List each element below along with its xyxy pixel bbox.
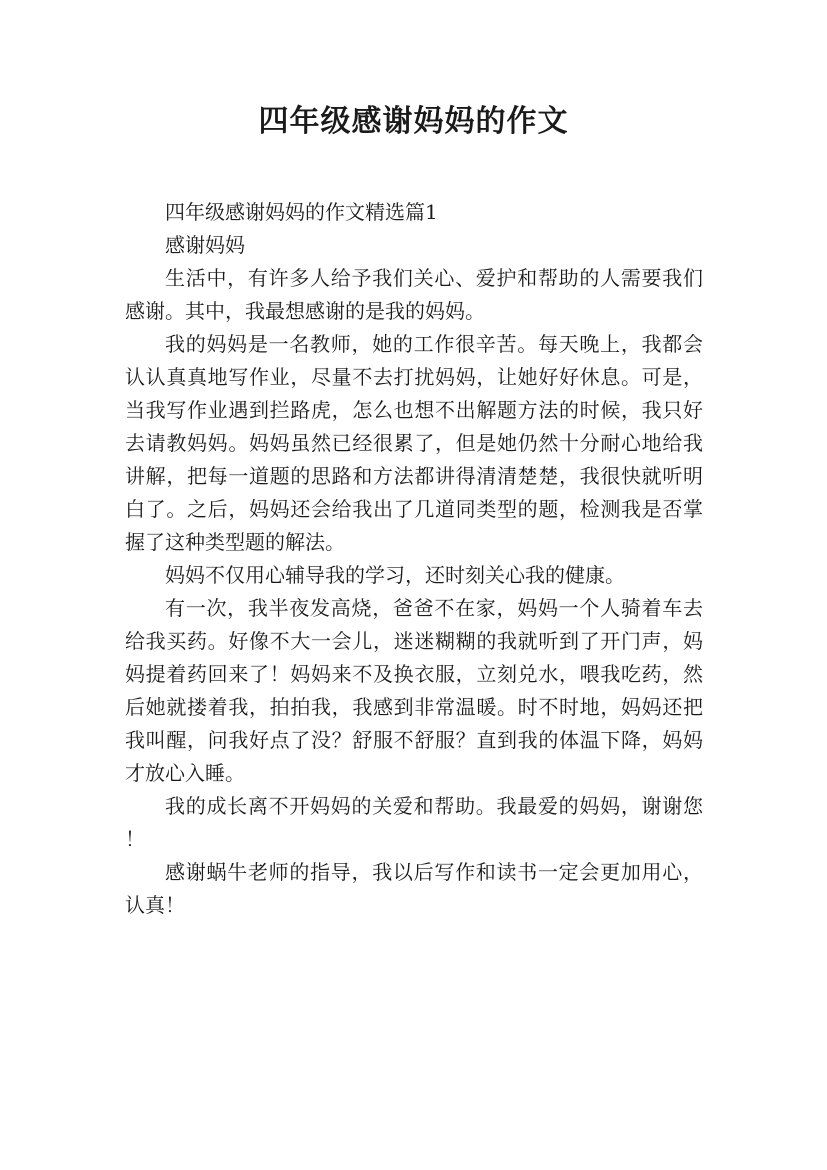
body-paragraph: 有一次，我半夜发高烧，爸爸不在家，妈妈一个人骑着车去给我买药。好像不大一会儿，迷迷糊糊的我就听到了开门声，妈妈提着药回来了！妈妈来不及换衣服，立刻兑水，喂我吃药，然后她就搂着我，拍拍我，我感到非常温暖。时不时地，妈妈还把我叫醒，问我好点了没？舒服不舒服？直到我的体温下降，妈妈才放心入睡。 (125, 596, 703, 785)
document-body (125, 196, 703, 922)
body-paragraph: 生活中，有许多人给予我们关心、爱护和帮助的人需要我们感谢。其中，我最想感谢的是我的妈妈。 (125, 266, 703, 323)
body-paragraph: 感谢蜗牛老师的指导，我以后写作和读书一定会更加用心，认真！ (125, 860, 703, 917)
essay-heading: 感谢妈妈 (165, 233, 245, 257)
body-paragraph: 妈妈不仅用心辅导我的学习，还时刻关心我的健康。 (165, 563, 625, 587)
body-paragraph: 我的成长离不开妈妈的关爱和帮助。我最爱的妈妈，谢谢您！ (125, 794, 703, 851)
body-paragraph: 我的妈妈是一名教师，她的工作很辛苦。每天晚上，我都会认认真真地写作业，尽量不去打扰妈妈，让她好好休息。可是，当我写作业遇到拦路虎，怎么也想不出解题方法的时候，我只好去请教妈妈。妈妈虽然已经很累了，但是她仍然十分耐心地给我讲解，把每一道题的思路和方法都讲得清清楚楚，我很快就听明白了。之后，妈妈还会给我出了几道同类型的题，检测我是否掌握了这种类型题的解法。 (125, 332, 703, 554)
document-title: 四年级感谢妈妈的作文 (258, 104, 569, 139)
subtitle-paragraph: 四年级感谢妈妈的作文精选篇1 (165, 200, 438, 224)
